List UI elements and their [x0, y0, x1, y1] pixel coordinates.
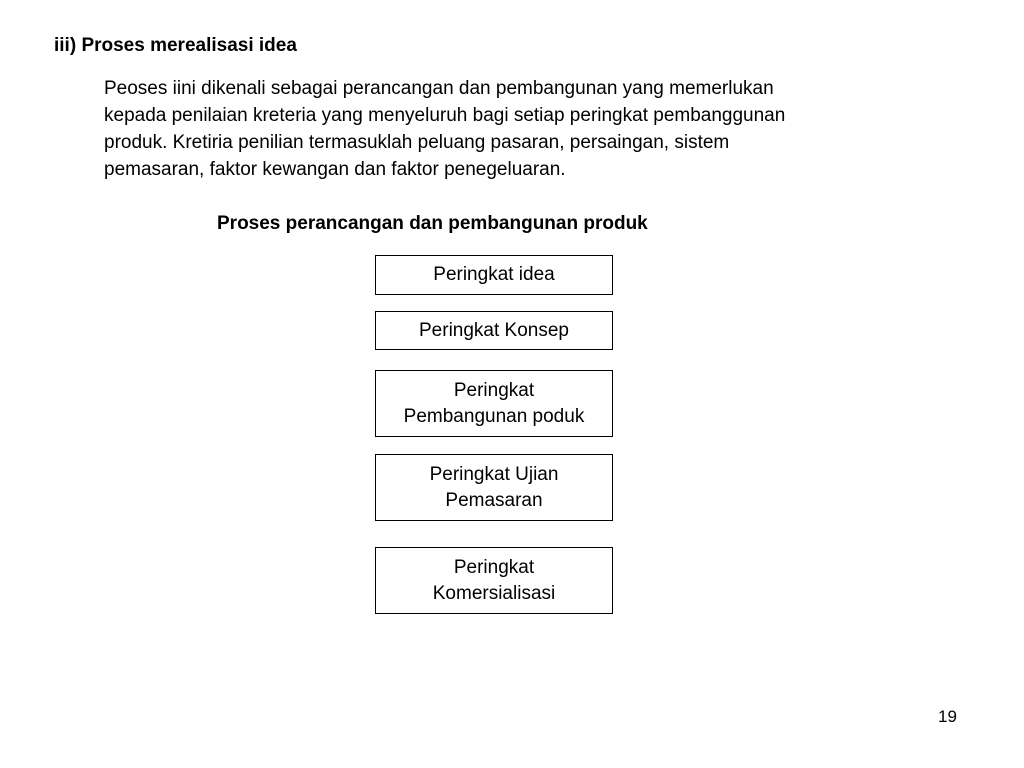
stage-box-pembangunan: [375, 370, 613, 437]
stage-label: Peringkat Konsep: [419, 319, 569, 341]
stage-label: Peringkat: [453, 379, 535, 401]
paragraph-line: kepada penilaian kreteria yang menyeluruh bagi setiap peringkat pembanggunan: [104, 105, 786, 126]
stage-label: Peringkat Ujian: [429, 463, 559, 485]
stage-label: Peringkat: [453, 556, 535, 578]
diagram-title: Proses perancangan dan pembangunan produk: [217, 213, 648, 234]
paragraph-line: pemasaran, faktor kewangan dan faktor penegeluaran.: [104, 159, 566, 180]
stage-box-idea: [375, 255, 613, 295]
section-heading: iii) Proses merealisasi idea: [54, 35, 297, 56]
page-number: 19: [938, 707, 957, 726]
stage-label: Peringkat idea: [433, 264, 555, 285]
stage-box-ujian-pemasaran: [375, 454, 613, 521]
stage-box-konsep: [375, 311, 613, 350]
paragraph-line: Peoses iini dikenali sebagai perancangan dan pembangunan yang memerlukan: [104, 78, 774, 99]
paragraph-line: produk. Kretiria penilian termasuklah peluang pasaran, persaingan, sistem: [104, 132, 730, 153]
stage-label: Pembangunan poduk: [403, 405, 585, 427]
description-paragraph: [104, 75, 954, 183]
stage-box-komersialisasi: [375, 547, 613, 614]
stage-label: Pemasaran: [445, 489, 543, 511]
stage-label: Komersialisasi: [432, 582, 556, 604]
